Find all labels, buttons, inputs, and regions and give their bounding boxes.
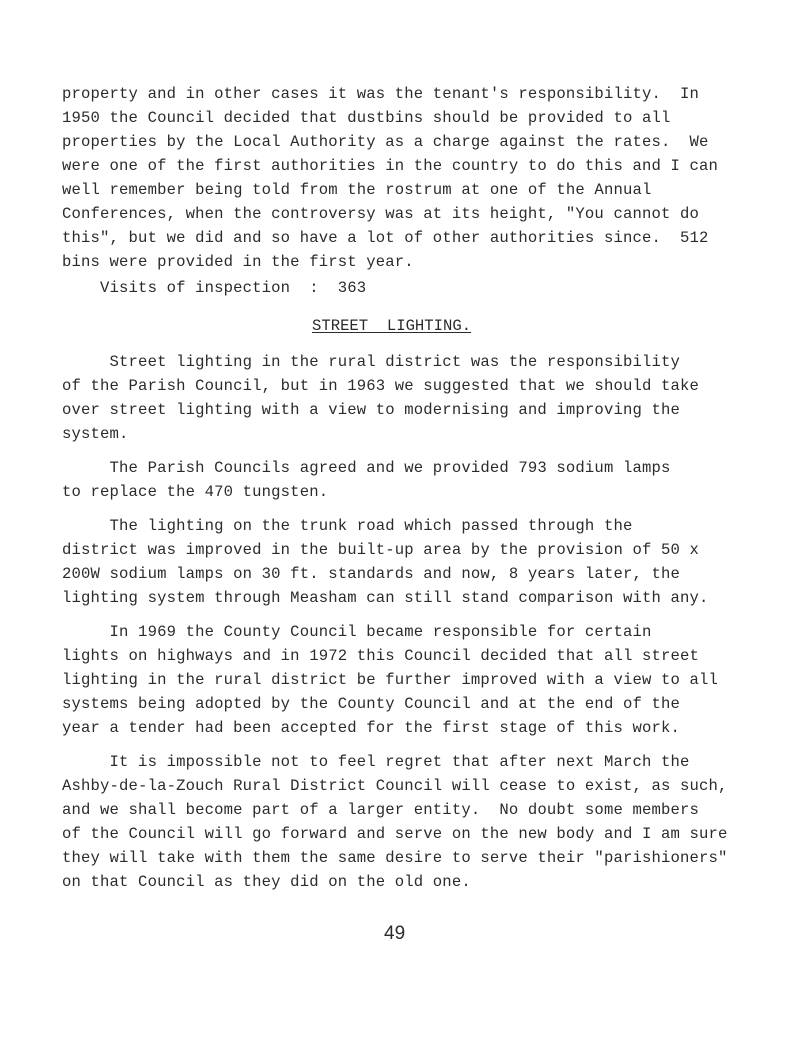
intro-line-7: this", but we did and so have a lot of other authorities since. 512 [62, 229, 709, 247]
p3-line-2: district was improved in the built-up area by the provision of 50 x [62, 541, 700, 559]
p4-line-2: lights on highways and in 1972 this Council decided that all street [62, 647, 700, 665]
p5-line-5: they will take with them the same desire to serve their "parishioners" [62, 849, 728, 867]
p5-line-6: on that Council as they did on the old one. [62, 873, 471, 891]
p4-line-5: year a tender had been accepted for the first stage of this work. [62, 719, 681, 737]
p1-line-2: of the Parish Council, but in 1963 we suggested that we should take [62, 377, 700, 395]
p2-line-2: to replace the 470 tungsten. [62, 483, 329, 501]
intro-line-1: property and in other cases it was the tenant's responsibility. In [62, 85, 700, 103]
p5-line-4: of the Council will go forward and serve on the new body and I am sure [62, 825, 728, 843]
p1-line-3: over street lighting with a view to modernising and improving the [62, 401, 681, 419]
p5-line-1: It is impossible not to feel regret that after next March the [62, 753, 690, 771]
p1-line-4: system. [62, 425, 129, 443]
intro-line-3: properties by the Local Authority as a charge against the rates. We [62, 133, 709, 151]
p4-line-1: In 1969 the County Council became responsible for certain [62, 623, 652, 641]
intro-line-8: bins were provided in the first year. [62, 253, 414, 271]
p5-line-2: Ashby-de-la-Zouch Rural District Council will cease to exist, as such, [62, 777, 728, 795]
section-heading: STREET LIGHTING. [312, 317, 472, 335]
p2-line-1: The Parish Councils agreed and we provided 793 sodium lamps [62, 459, 671, 477]
visits-of-inspection: Visits of inspection : 363 [62, 279, 367, 297]
p1-line-1: Street lighting in the rural district was the responsibility [62, 353, 681, 371]
p4-line-4: systems being adopted by the County Council and at the end of the [62, 695, 681, 713]
p3-line-1: The lighting on the trunk road which passed through the [62, 517, 633, 535]
intro-line-5: well remember being told from the rostrum at one of the Annual [62, 181, 652, 199]
intro-line-2: 1950 the Council decided that dustbins should be provided to all [62, 109, 671, 127]
intro-line-6: Conferences, when the controversy was at its height, "You cannot do [62, 205, 700, 223]
p5-line-3: and we shall become part of a larger entity. No doubt some members [62, 801, 700, 819]
p3-line-3: 200W sodium lamps on 30 ft. standards and now, 8 years later, the [62, 565, 681, 583]
page-number: 49 [384, 923, 406, 944]
p3-line-4: lighting system through Measham can still stand comparison with any. [62, 589, 709, 607]
p4-line-3: lighting in the rural district be further improved with a view to all [62, 671, 719, 689]
intro-line-4: were one of the first authorities in the country to do this and I can [62, 157, 719, 175]
